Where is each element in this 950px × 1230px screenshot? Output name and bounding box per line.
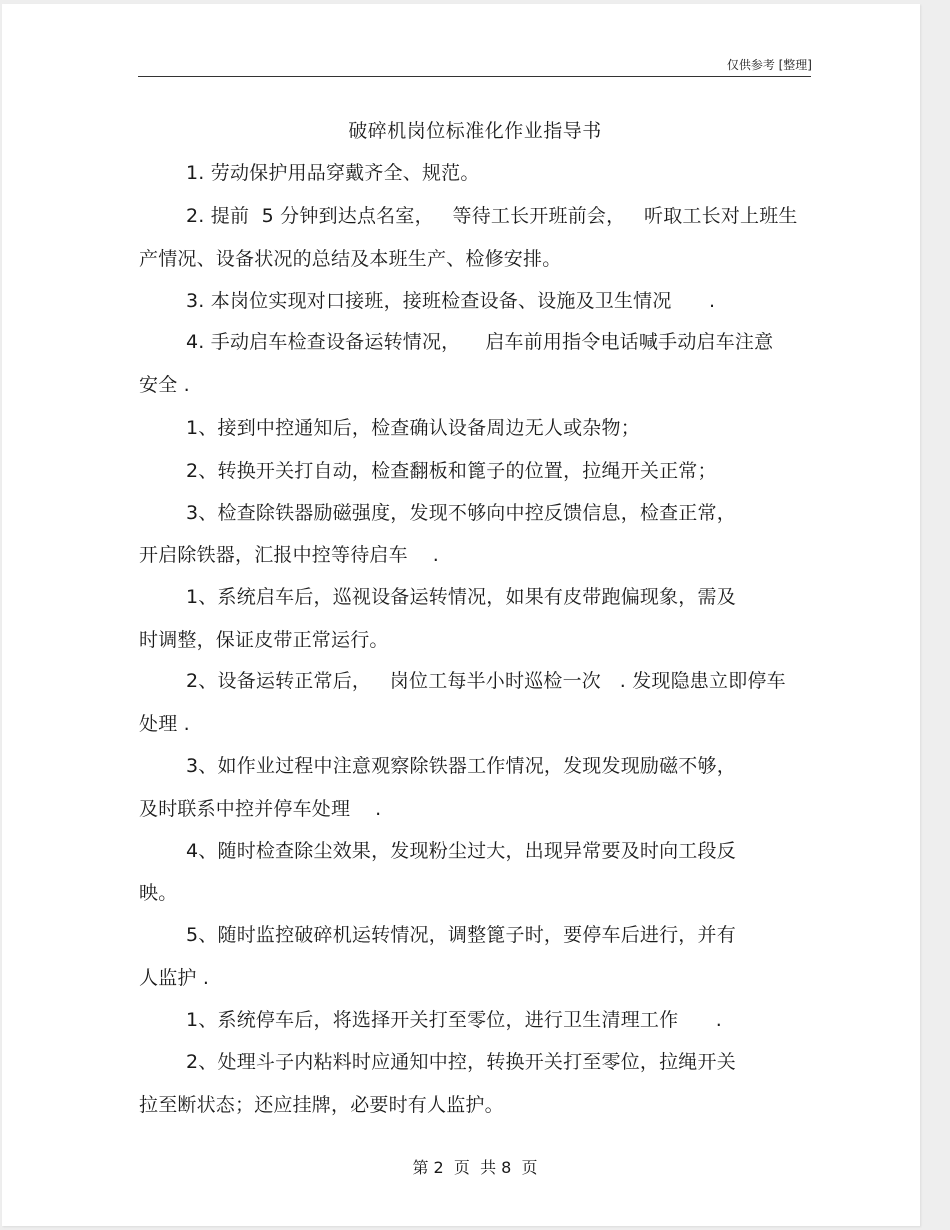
body-line: 4、随时检查除尘效果，发现粉尘过大，出现异常要及时向工段反 bbox=[186, 840, 736, 862]
body-line: 2. 提前 5 分钟到达点名室， 等待工长开班前会， 听取工长对上班生 bbox=[186, 205, 798, 227]
body-line: 及时联系中控并停车处理 . bbox=[139, 798, 382, 820]
body-line: 映。 bbox=[139, 882, 178, 904]
document-title: 破碎机岗位标准化作业指导书 bbox=[348, 120, 602, 142]
body-line: 1、接到中控通知后，检查确认设备周边无人或杂物； bbox=[186, 417, 640, 439]
body-line: 拉至断状态；还应挂牌，必要时有人监护。 bbox=[139, 1094, 504, 1116]
body-line: 4. 手动启车检查设备运转情况， 启车前用指令电话喊手动启车注意 bbox=[186, 331, 774, 353]
header-note: 仅供参考 [整理] bbox=[726, 58, 812, 72]
body-line: 时调整，保证皮带正常运行。 bbox=[139, 629, 389, 651]
body-line: 1、系统停车后，将选择开关打至零位，进行卫生清理工作 . bbox=[186, 1009, 722, 1031]
body-line: 产情况、设备状况的总结及本班生产、检修安排。 bbox=[139, 248, 562, 270]
body-line: 1. 劳动保护用品穿戴齐全、规范。 bbox=[186, 162, 480, 184]
body-line: 2、设备运转正常后， 岗位工每半小时巡检一次 . 发现隐患立即停车 bbox=[186, 670, 786, 692]
body-line: 2、处理斗子内粘料时应通知中控，转换开关打至零位，拉绳开关 bbox=[186, 1051, 736, 1073]
header-divider bbox=[138, 76, 811, 77]
body-line: 3. 本岗位实现对口接班，接班检查设备、设施及卫生情况 . bbox=[186, 290, 716, 312]
body-line: 1、系统启车后，巡视设备运转情况，如果有皮带跑偏现象，需及 bbox=[186, 586, 736, 608]
page-footer: 第 2 页 共 8 页 bbox=[412, 1158, 538, 1177]
body-line: 处理 . bbox=[139, 713, 190, 735]
body-line: 人监护 . bbox=[139, 967, 210, 989]
body-line: 3、如作业过程中注意观察除铁器工作情况，发现发现励磁不够， bbox=[186, 755, 736, 777]
body-line: 安全 . bbox=[139, 374, 190, 396]
body-line: 5、随时监控破碎机运转情况，调整篦子时，要停车后进行，并有 bbox=[186, 924, 736, 946]
body-line: 2、转换开关打自动，检查翻板和篦子的位置，拉绳开关正常； bbox=[186, 460, 717, 482]
document-page bbox=[2, 4, 920, 1226]
body-line: 3、检查除铁器励磁强度，发现不够向中控反馈信息，检查正常， bbox=[186, 502, 736, 524]
body-line: 开启除铁器，汇报中控等待启车 . bbox=[139, 544, 439, 566]
